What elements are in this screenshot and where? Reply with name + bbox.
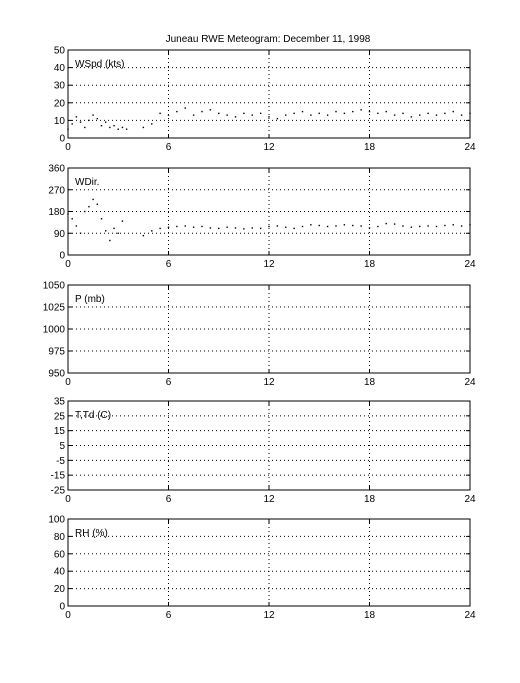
y-tick-label: 15 [53, 426, 65, 438]
data-point [310, 224, 311, 225]
data-point [159, 113, 160, 114]
data-point [71, 218, 72, 219]
x-tick-label: 24 [464, 377, 476, 388]
x-tick-label: 6 [165, 494, 172, 505]
y-tick-label: 30 [53, 80, 65, 92]
data-point [352, 111, 353, 112]
data-point [92, 114, 93, 115]
y-tick-label: 1050 [42, 280, 65, 292]
x-tick-label: 6 [165, 610, 172, 621]
y-tick-label: 60 [53, 549, 65, 561]
data-point [109, 127, 110, 128]
x-tick-label: 24 [464, 610, 476, 621]
data-point [377, 113, 378, 114]
data-point [71, 123, 72, 124]
data-point [88, 120, 89, 121]
data-point [335, 225, 336, 226]
data-point [369, 111, 370, 112]
y-tick-label: 35 [53, 396, 65, 408]
data-point [319, 225, 320, 226]
data-point [419, 114, 420, 115]
y-tick-label: 950 [48, 368, 65, 380]
y-tick-label: -25 [50, 485, 65, 497]
data-point [293, 228, 294, 229]
data-point [92, 199, 93, 200]
x-tick-label: 18 [363, 142, 376, 153]
data-point [67, 129, 68, 130]
x-tick-label: 0 [65, 142, 71, 153]
y-tick-label: 0 [59, 250, 65, 262]
y-tick-label: 270 [48, 185, 65, 197]
data-point [159, 228, 160, 229]
chart-title: Juneau RWE Meteogram: December 11, 1998 [165, 34, 371, 45]
data-point [411, 227, 412, 228]
data-point [268, 116, 269, 117]
x-tick-label: 18 [363, 494, 376, 505]
data-point [394, 223, 395, 224]
data-point [243, 113, 244, 114]
data-point [168, 114, 169, 115]
data-point [143, 235, 144, 236]
data-point [252, 227, 253, 228]
x-tick-label: 18 [363, 610, 376, 621]
y-tick-label: 20 [53, 584, 65, 596]
x-tick-label: 12 [263, 142, 275, 153]
y-tick-label: 1000 [42, 324, 65, 336]
data-point [252, 114, 253, 115]
x-tick-label: 24 [464, 142, 476, 153]
data-point [444, 225, 445, 226]
y-tick-label: -5 [56, 455, 65, 467]
data-point [76, 116, 77, 117]
data-point [235, 116, 236, 117]
data-point [402, 113, 403, 114]
y-tick-label: 25 [53, 411, 65, 423]
x-tick-label: 6 [165, 142, 172, 153]
data-point [327, 114, 328, 115]
data-point [226, 227, 227, 228]
data-point [210, 227, 211, 228]
data-point [302, 111, 303, 112]
data-point [444, 113, 445, 114]
data-point [369, 227, 370, 228]
data-point [302, 226, 303, 227]
x-tick-label: 0 [65, 377, 71, 388]
panel-label: T,Td (C) [75, 410, 112, 421]
x-tick-label: 6 [165, 377, 172, 388]
y-tick-label: 0 [59, 601, 65, 613]
y-tick-label: 80 [53, 531, 65, 543]
data-point [97, 204, 98, 205]
data-point [185, 225, 186, 226]
data-point [285, 227, 286, 228]
data-point [344, 224, 345, 225]
y-tick-label: 40 [53, 63, 65, 75]
data-point [80, 233, 81, 234]
panel-label: WSpd (kts) [75, 59, 125, 70]
data-point [226, 114, 227, 115]
data-point [277, 118, 278, 119]
data-point [101, 218, 102, 219]
data-point [143, 127, 144, 128]
x-tick-label: 12 [263, 494, 275, 505]
data-point [427, 113, 428, 114]
x-tick-label: 24 [464, 494, 476, 505]
y-tick-label: 180 [48, 207, 65, 218]
y-tick-label: 50 [53, 45, 65, 57]
panel-label: P (mb) [75, 294, 105, 305]
data-point [122, 127, 123, 128]
data-point [201, 226, 202, 227]
y-tick-label: 360 [48, 163, 65, 175]
y-tick-label: 40 [53, 566, 65, 578]
data-point [105, 230, 106, 231]
y-tick-label: -15 [50, 470, 65, 482]
x-tick-label: 18 [363, 377, 376, 388]
data-point [285, 114, 286, 115]
data-point [193, 227, 194, 228]
data-point [260, 228, 261, 229]
x-tick-label: 18 [363, 259, 376, 270]
data-point [411, 116, 412, 117]
data-point [101, 125, 102, 126]
data-point [436, 226, 437, 227]
x-tick-label: 12 [263, 377, 275, 388]
y-tick-label: 975 [48, 346, 65, 358]
data-point [185, 107, 186, 108]
data-point [268, 226, 269, 227]
data-point [109, 240, 110, 241]
panel-label: RH (%) [75, 528, 108, 539]
data-point [461, 114, 462, 115]
panel-label: WDir. [75, 177, 100, 188]
x-tick-label: 0 [65, 494, 71, 505]
data-point [176, 111, 177, 112]
y-tick-label: 100 [48, 514, 65, 526]
data-point [436, 114, 437, 115]
data-point [113, 228, 114, 229]
data-point [201, 111, 202, 112]
x-tick-label: 12 [263, 610, 275, 621]
x-tick-label: 12 [263, 259, 275, 270]
data-point [335, 111, 336, 112]
y-tick-label: 10 [53, 115, 65, 127]
data-point [193, 114, 194, 115]
y-tick-label: 20 [53, 98, 65, 110]
data-point [84, 127, 85, 128]
data-point [402, 225, 403, 226]
data-point [319, 113, 320, 114]
data-point [461, 225, 462, 226]
data-point [80, 121, 81, 122]
data-point [260, 113, 261, 114]
data-point [469, 113, 470, 114]
y-tick-label: 5 [59, 441, 65, 452]
data-point [122, 220, 123, 221]
data-point [118, 129, 119, 130]
data-point [84, 211, 85, 212]
x-tick-label: 24 [464, 259, 476, 270]
data-point [386, 223, 387, 224]
data-point [394, 114, 395, 115]
data-point [344, 113, 345, 114]
data-point [427, 225, 428, 226]
data-point [168, 227, 169, 228]
data-point [218, 228, 219, 229]
data-point [118, 233, 119, 234]
data-point [76, 225, 77, 226]
data-point [469, 224, 470, 225]
data-point [377, 226, 378, 227]
data-point [277, 225, 278, 226]
data-point [310, 114, 311, 115]
data-point [235, 227, 236, 228]
data-point [210, 109, 211, 110]
data-point [453, 224, 454, 225]
data-point [126, 129, 127, 130]
data-point [105, 121, 106, 122]
data-point [386, 111, 387, 112]
data-point [419, 226, 420, 227]
data-point [243, 228, 244, 229]
data-point [151, 230, 152, 231]
y-tick-label: 90 [53, 228, 65, 240]
data-point [218, 113, 219, 114]
data-point [360, 109, 361, 110]
data-point [293, 113, 294, 114]
data-point [352, 225, 353, 226]
data-point [453, 111, 454, 112]
data-point [327, 226, 328, 227]
x-tick-label: 6 [165, 259, 172, 270]
data-point [88, 206, 89, 207]
y-tick-label: 1025 [42, 302, 65, 314]
data-point [113, 125, 114, 126]
data-point [360, 225, 361, 226]
data-point [151, 123, 152, 124]
x-tick-label: 0 [65, 610, 71, 621]
data-point [176, 226, 177, 227]
data-point [97, 118, 98, 119]
y-tick-label: 0 [59, 133, 65, 145]
x-tick-label: 0 [65, 259, 71, 270]
data-point [67, 213, 68, 214]
